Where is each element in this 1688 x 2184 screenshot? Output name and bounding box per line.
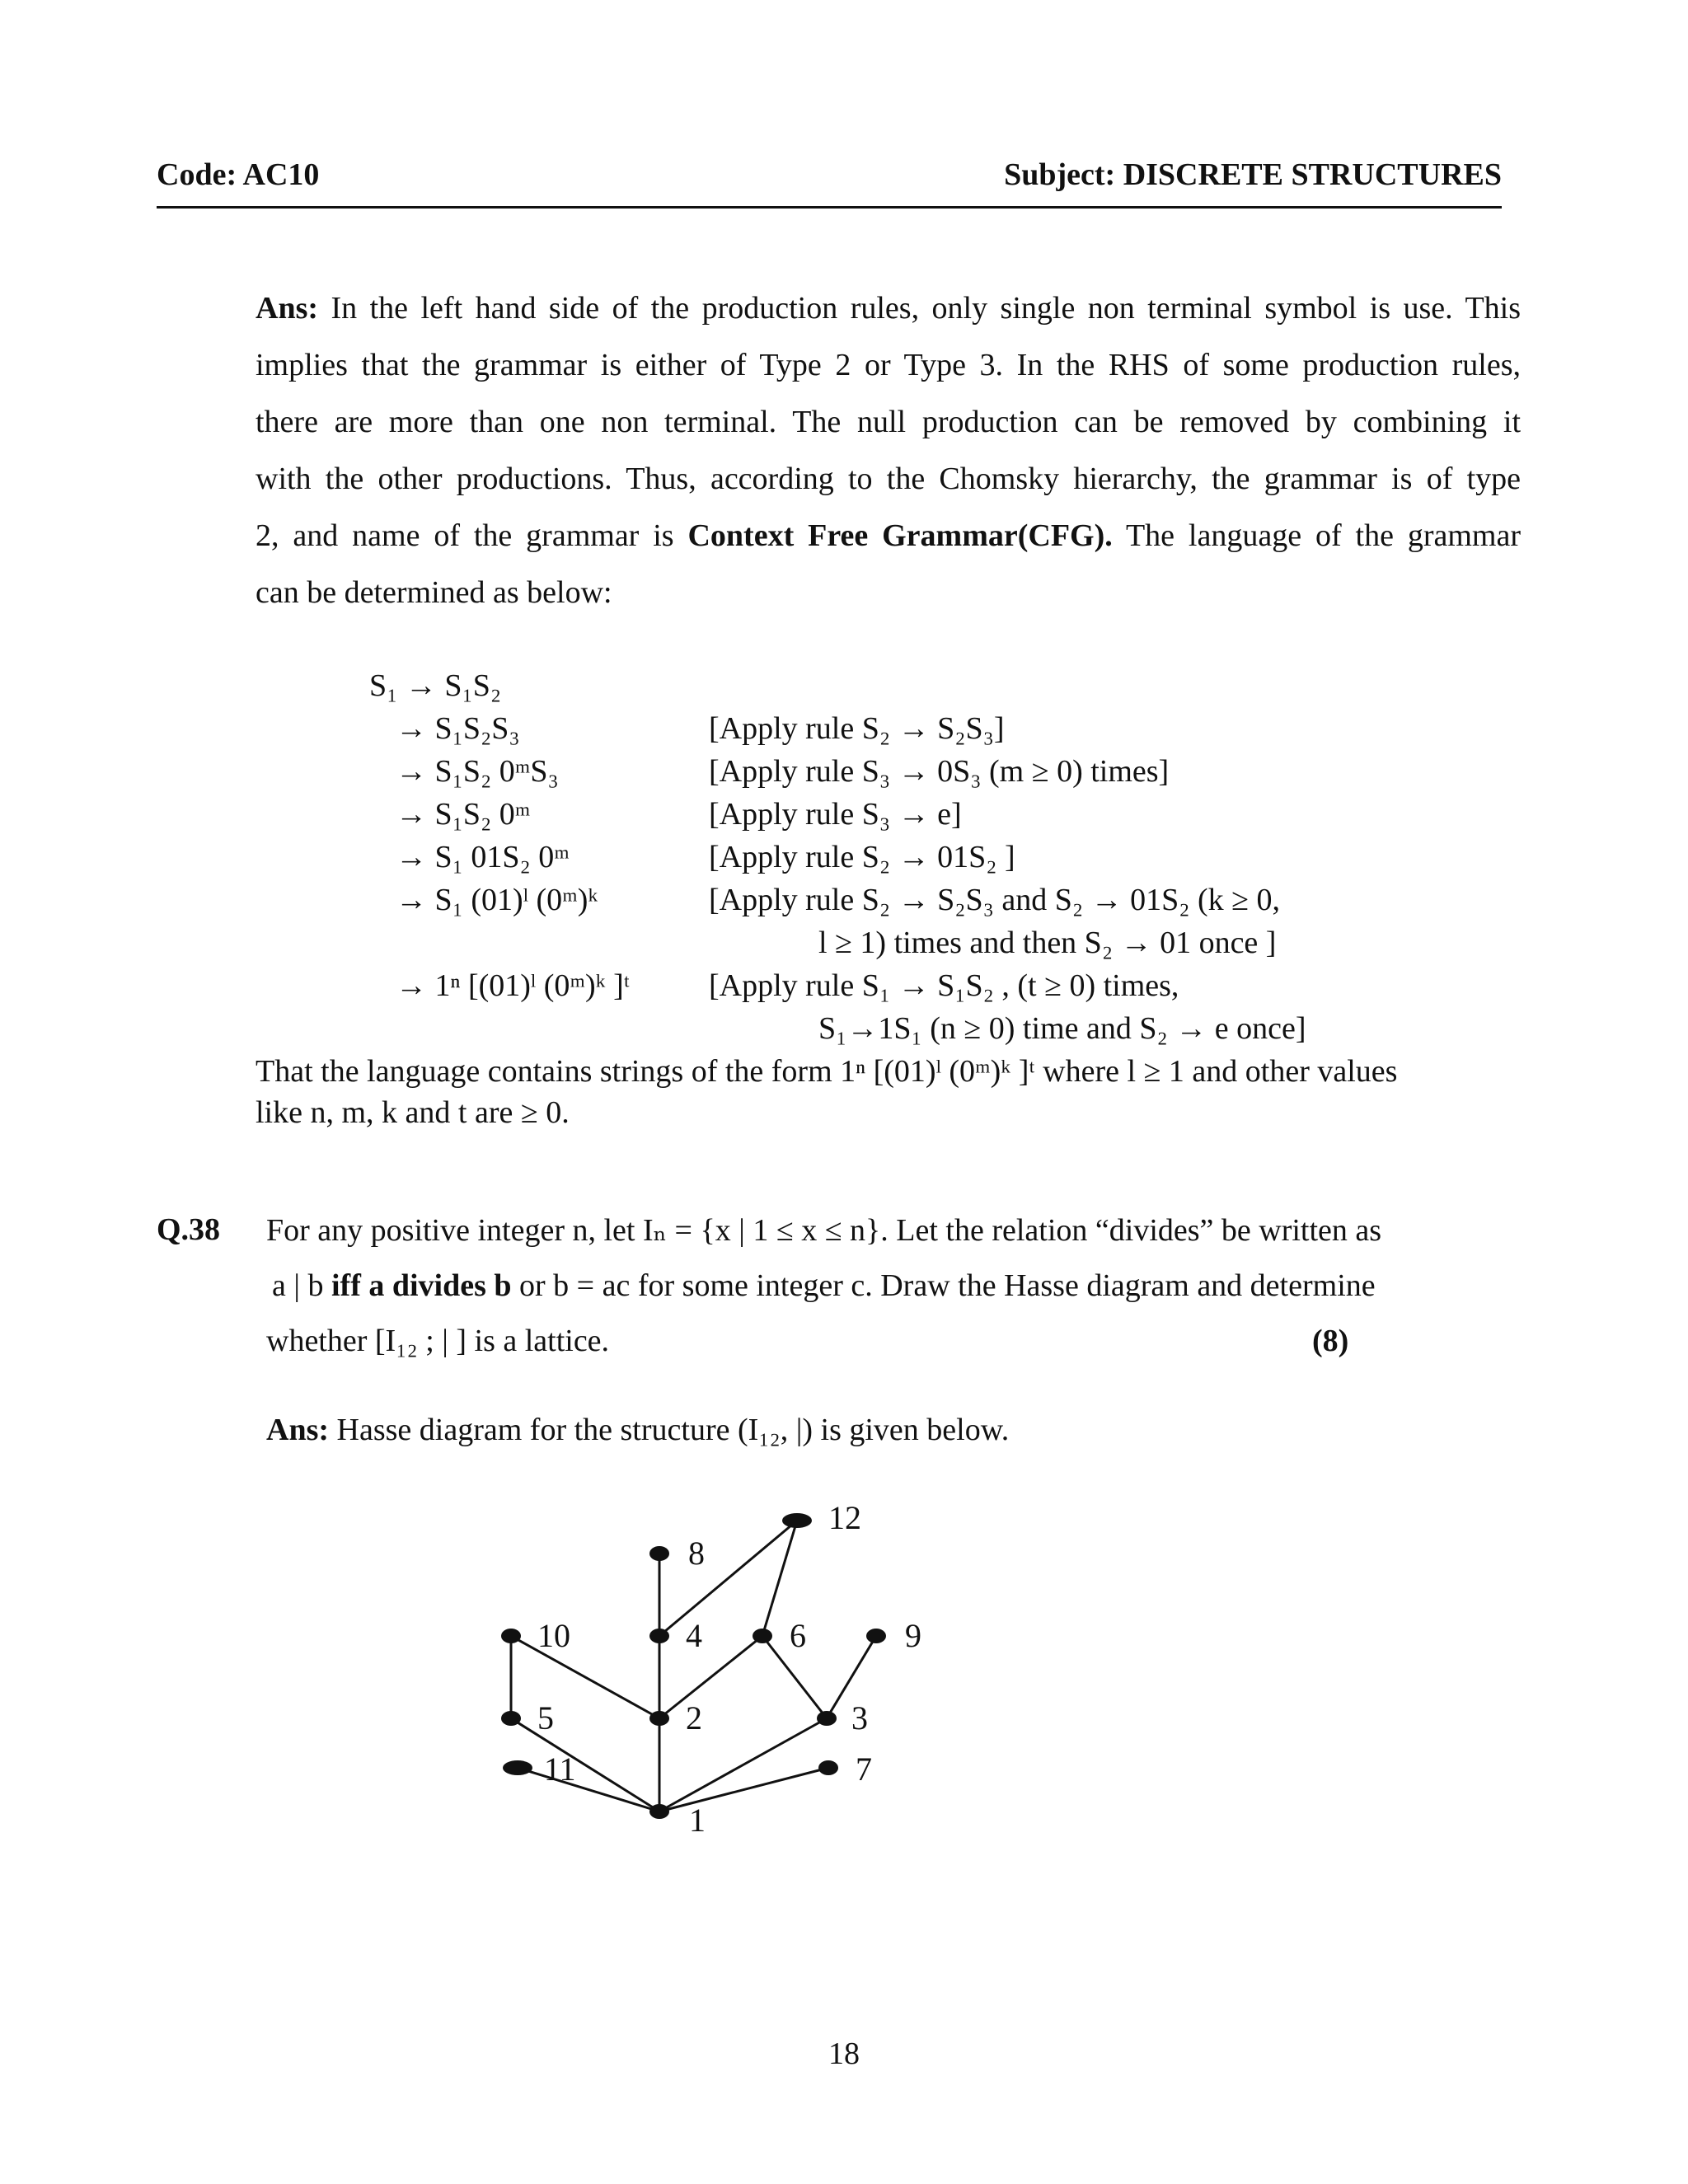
- node-1: [649, 1804, 669, 1819]
- ans-line-2: implies that the grammar is either of Type 2 or Type 3. In the RHS of some production rules,: [256, 348, 1521, 382]
- node-label-3: 3: [851, 1699, 868, 1736]
- ans-label: Ans:: [256, 291, 319, 326]
- deriv-step-0: S₁ → S₁S₂: [369, 668, 502, 703]
- node-label-4: 4: [686, 1617, 702, 1654]
- node-label-6: 6: [790, 1617, 806, 1654]
- deriv-rule-5: l ≥ 1) times and then S₂ → 01 once ]: [818, 926, 1277, 960]
- node-label-8: 8: [688, 1535, 705, 1572]
- deriv-rule-4: [Apply rule S₂ → S₂S₃ and S₂ → 01S₂ (k ≥ 0,: [709, 883, 1281, 917]
- edge-1-3: [659, 1718, 827, 1811]
- ans-line-1: In the left hand side of the production rules, only single non terminal symbol is use. This: [318, 291, 1521, 326]
- node-label-10: 10: [537, 1617, 570, 1654]
- ans2-label: Ans:: [266, 1413, 330, 1447]
- node-label-11: 11: [544, 1750, 576, 1788]
- deriv-step-1: → S₁S₂S₃: [396, 711, 520, 746]
- ans-line-5-tail: The language of the grammar: [1112, 518, 1521, 553]
- deriv-step-5: → S₁ (01)ˡ (0ᵐ)ᵏ: [396, 883, 598, 917]
- node-7: [818, 1760, 838, 1775]
- header-code: Code: AC10: [157, 157, 320, 192]
- deriv-conclusion-1: That the language contains strings of the form 1ⁿ [(01)ˡ (0ᵐ)ᵏ ]ᵗ where l ≥ 1 and other values: [256, 1054, 1398, 1089]
- node-label-7: 7: [856, 1750, 872, 1788]
- deriv-conclusion-2: like n, m, k and t are ≥ 0.: [256, 1095, 570, 1130]
- cfg-bold: Context Free Grammar(CFG).: [687, 518, 1113, 553]
- node-6: [753, 1629, 772, 1643]
- node-label-1: 1: [689, 1802, 706, 1839]
- edge-1-11: [518, 1768, 659, 1811]
- ans-line-4: with the other productions. Thus, according to the Chomsky hierarchy, the grammar is of type: [256, 462, 1521, 496]
- deriv-rule-2: [Apply rule S₃ → e]: [709, 797, 962, 832]
- question-line-3: whether [I₁₂ ; | ] is a lattice.: [266, 1324, 610, 1358]
- deriv-step-2: → S₁S₂ 0ᵐS₃: [396, 754, 559, 789]
- deriv-rule-7: S₁→1S₁ (n ≥ 0) time and S₂ → e once]: [818, 1011, 1306, 1046]
- deriv-rule-1: [Apply rule S₃ → 0S₃ (m ≥ 0) times]: [709, 754, 1170, 789]
- question-line-1: For any positive integer n, let Iₙ = {x | 1 ≤ x ≤ n}. Let the relation “divides” be written as: [266, 1213, 1382, 1248]
- question-line-2-bold: iff a divides b: [331, 1268, 512, 1303]
- deriv-step-3: → S₁S₂ 0ᵐ: [396, 797, 531, 832]
- node-11: [503, 1760, 532, 1775]
- deriv-rule-0: [Apply rule S₂ → S₂S₃]: [709, 711, 1005, 746]
- edge-1-7: [659, 1768, 828, 1811]
- node-10: [501, 1629, 521, 1643]
- header-subject: Subject: DISCRETE STRUCTURES: [1004, 157, 1502, 192]
- deriv-rule-3: [Apply rule S₂ → 01S₂ ]: [709, 840, 1015, 874]
- node-label-5: 5: [537, 1699, 554, 1736]
- node-9: [866, 1629, 886, 1643]
- node-4: [649, 1629, 669, 1643]
- question-line-2b: or b = ac for some integer c. Draw the Hasse diagram and determine: [511, 1268, 1376, 1303]
- node-8: [649, 1546, 669, 1561]
- edge-1-5: [511, 1718, 659, 1811]
- question-marks: (8): [1312, 1324, 1349, 1358]
- node-5: [501, 1711, 521, 1726]
- deriv-step-4: → S₁ 01S₂ 0ᵐ: [396, 840, 570, 874]
- ans-line-3: there are more than one non terminal. The null production can be removed by combining it: [256, 405, 1521, 439]
- deriv-rule-6: [Apply rule S₁ → S₁S₂ , (t ≥ 0) times,: [709, 968, 1179, 1003]
- node-3: [817, 1711, 837, 1726]
- edge-4-12: [659, 1521, 797, 1636]
- node-label-9: 9: [905, 1617, 921, 1654]
- edge-2-6: [659, 1636, 762, 1718]
- node-12: [782, 1513, 812, 1528]
- edge-2-10: [511, 1636, 659, 1718]
- node-label-2: 2: [686, 1699, 702, 1736]
- ans2-text: Hasse diagram for the structure (I₁₂, |) is given below.: [329, 1413, 1010, 1447]
- ans-line-6: can be determined as below:: [256, 575, 612, 610]
- deriv-step-6: → 1ⁿ [(01)ˡ (0ᵐ)ᵏ ]ᵗ: [396, 968, 631, 1003]
- question-number: Q.38: [157, 1212, 221, 1247]
- ans-line-5: 2, and name of the grammar is: [256, 518, 688, 553]
- page-number: 18: [828, 2036, 860, 2071]
- node-label-12: 12: [828, 1499, 861, 1536]
- node-2: [649, 1711, 669, 1726]
- question-line-2a: a | b: [272, 1268, 331, 1303]
